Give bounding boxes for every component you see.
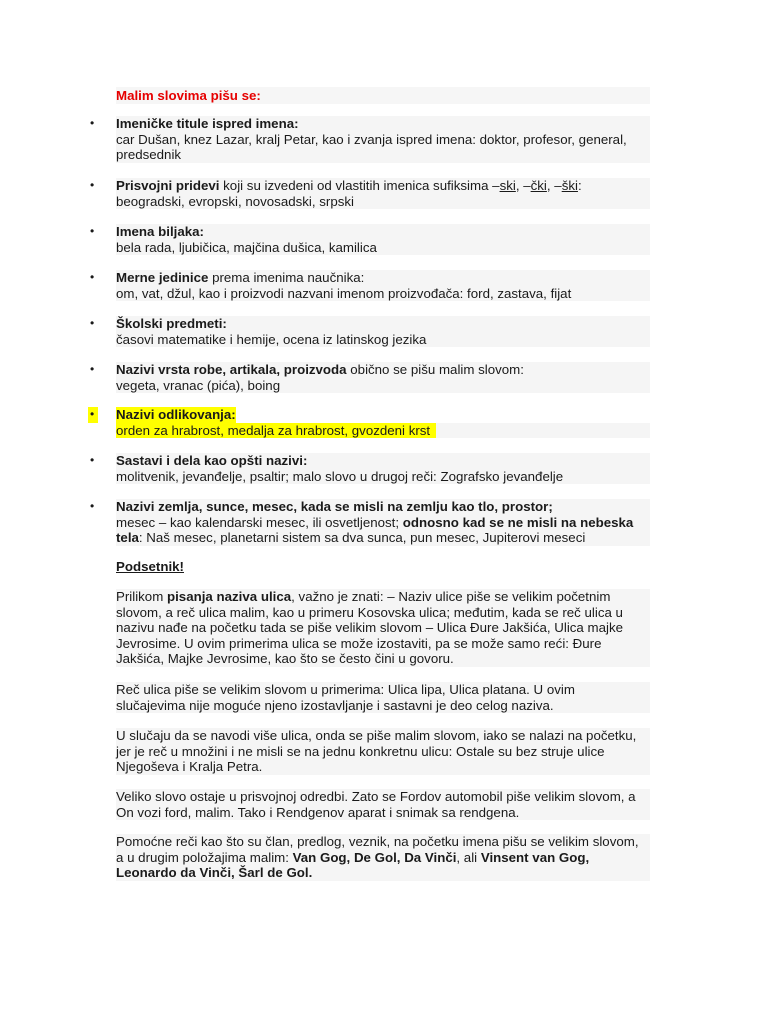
item-title: Merne jedinice — [116, 270, 209, 285]
bullet-icon: • — [88, 407, 98, 423]
bullet-icon: • — [90, 116, 95, 130]
bullet-icon: • — [90, 178, 95, 192]
item-text: car Dušan, knez Lazar, kralj Petar, kao i zvanja ispred imena: doktor, profesor, general, — [116, 132, 650, 148]
item-title: Nazivi vrsta robe, artikala, proizvoda — [116, 362, 347, 377]
list-item: • Prisvojni pridevi koji su izvedeni od vlastitih imenica sufiksima –ski, –čki, –ški: beogradski, evropski, novosadski, srpski — [116, 178, 650, 209]
item-text: vegeta, vranac (pića), boing — [116, 378, 650, 394]
item-text: časovi matematike i hemije, ocena iz latinskog jezika — [116, 332, 650, 348]
item-title: Prisvojni pridevi — [116, 178, 220, 193]
bullet-icon: • — [90, 499, 95, 513]
item-title: Nazivi odlikovanja: — [116, 407, 236, 422]
paragraph: Reč ulica piše se velikim slovom u primerima: Ulica lipa, Ulica platana. U ovim slučajevima nije moguće njeno izostavljanje i sastavni je deo celog naziva. — [116, 682, 650, 713]
item-text: om, vat, džul, kao i proizvodi nazvani imenom proizvođača: ford, zastava, fijat — [116, 286, 650, 302]
bullet-icon: • — [90, 270, 95, 284]
reminder-heading: Podsetnik! — [116, 559, 184, 574]
item-text: predsednik — [116, 147, 650, 163]
item-title: Školski predmeti: — [116, 316, 227, 331]
section-heading: Malim slovima pišu se: — [116, 87, 650, 104]
item-text: beogradski, evropski, novosadski, srpski — [116, 194, 650, 210]
list-item: • Nazivi vrsta robe, artikala, proizvoda obično se pišu malim slovom: vegeta, vranac (pića), boing — [116, 362, 650, 393]
bullet-icon: • — [90, 316, 95, 330]
item-title: Sastavi i dela kao opšti nazivi: — [116, 453, 308, 468]
paragraph: Veliko slovo ostaje u prisvojnoj odredbi. Zato se Fordov automobil piše velikim slovom, a On vozi ford, malim. Tako i Rendgenov aparat i snimak sa rendgena. — [116, 789, 650, 820]
item-title: Imena biljaka: — [116, 224, 204, 239]
paragraph: Pomoćne reči kao što su član, predlog, veznik, na početku imena pišu se velikim slovom, a u drugim položajima malim: Van Gog, De Gol, Da Vinči, ali Vinsent van Gog, Leonardo da Vinči, Šarl de Gol. — [116, 834, 650, 881]
list-item: • Nazivi zemlja, sunce, mesec, kada se misli na zemlju kao tlo, prostor; mesec – kao kalendarski mesec, ili osvetljenost; odnosno kad se ne misli na nebeska tela: Naš mesec, planetarni sistem sa dva sunca, pun mesec, Jupiterovi meseci — [116, 499, 650, 546]
paragraph: Prilikom pisanja naziva ulica, važno je znati: – Naziv ulice piše se velikim početnim slovom, a reč ulica malim, kao u primeru Kosovska ulica; međutim, kada se reč ulica u nazivu nađe na početku tada se piše velikim slovom – Ulica Đure Jakšića, Ulica majke Jevrosime. U ovim primerima ulica se može izostaviti, pa se može samo reći: Đure Jakšića, Majke Jevrosime, kao što se često čini u govoru. — [116, 589, 650, 667]
list-item — [90, 316, 650, 347]
list-item-highlighted — [90, 407, 650, 438]
list-item — [90, 453, 650, 484]
item-title: Imeničke titule ispred imena: — [116, 116, 299, 131]
list-item: • Merne jedinice prema imenima naučnika: om, vat, džul, kao i proizvodi nazvani imenom proizvođača: ford, zastava, fijat — [116, 270, 650, 301]
item-title: Nazivi zemlja, sunce, mesec, kada se misli na zemlju kao tlo, prostor; — [116, 499, 553, 514]
bullet-icon: • — [90, 453, 95, 467]
list-item — [90, 224, 650, 255]
bullet-icon: • — [90, 224, 95, 238]
list-item — [90, 116, 650, 163]
paragraph: U slučaju da se navodi više ulica, onda se piše malim slovom, iako se nalazi na početku, jer je reč u množini i ne misli se na jednu konkretnu ulicu: Ostale su bez struje ulice Njegoševa i Kralja Petra. — [116, 728, 650, 775]
item-text: orden za hrabrost, medalja za hrabrost, gvozdeni krst — [116, 423, 650, 439]
item-text: bela rada, ljubičica, majčina dušica, kamilica — [116, 240, 650, 256]
item-text: molitvenik, jevanđelje, psaltir; malo slovo u drugoj reči: Zografsko jevanđelje — [116, 469, 650, 485]
bullet-icon: • — [90, 362, 95, 376]
